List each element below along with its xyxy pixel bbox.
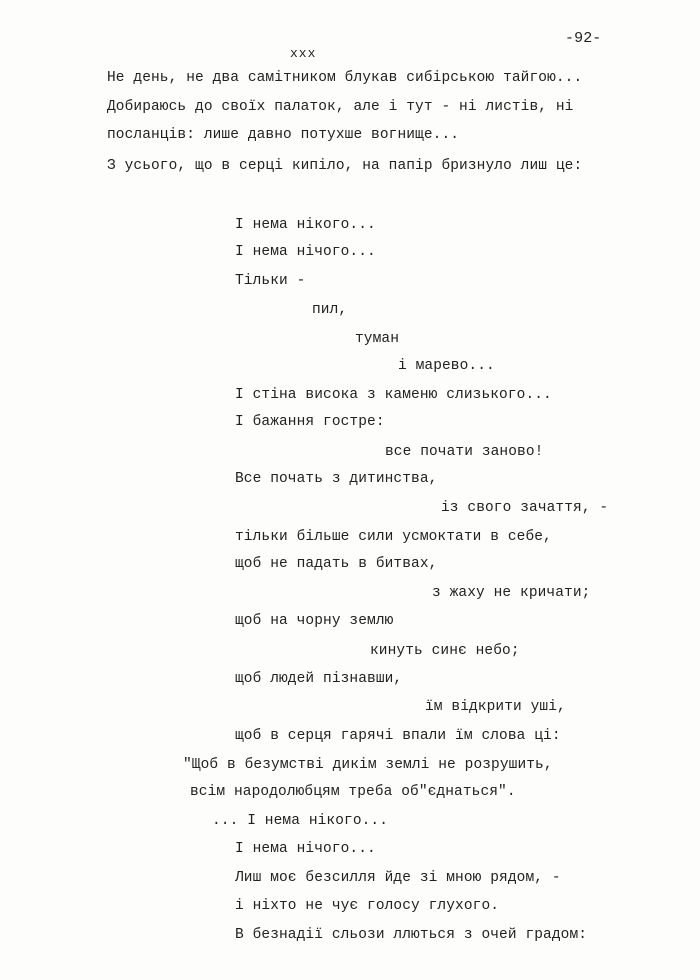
intro-line-2: Добираюсь до своїх палаток, але і тут - ні листів, ні	[107, 99, 574, 115]
intro-line-1: Не день, не два самітником блукав сибірською тайгою...	[107, 70, 583, 86]
poem-line-15: щоб на чорну землю	[235, 613, 394, 629]
poem-line-14: з жаху не кричати;	[432, 585, 591, 601]
poem-line-26: В безнадії сльози ллються з очей градом:	[235, 927, 588, 943]
poem-line-21: всім народолюбцям треба об"єднаться".	[190, 784, 516, 800]
poem-line-3: Тільки -	[235, 273, 306, 289]
poem-line-13: щоб не падать в битвах,	[235, 556, 438, 572]
poem-line-20: "Щоб в безумстві дикім землі не розрушить,	[183, 757, 553, 773]
poem-line-19: щоб в серця гарячі впали їм слова ці:	[235, 728, 561, 744]
poem-line-23: І нема нічого...	[235, 841, 376, 857]
poem-line-9: все почати заново!	[385, 444, 544, 460]
page-number: -92-	[565, 30, 602, 47]
poem-line-4: пил,	[312, 302, 348, 318]
intro-line-3: посланців: лише давно потухше вогнище...	[107, 127, 460, 143]
poem-line-6: і марево...	[398, 358, 495, 374]
poem-line-12: тільки більше сили усмоктати в себе,	[235, 529, 552, 545]
intro-line-4: З усього, що в серці кипіло, на папір бризнуло лиш це:	[107, 158, 583, 174]
poem-line-18: їм відкрити уші,	[425, 699, 566, 715]
poem-line-8: І бажання гостре:	[235, 414, 385, 430]
poem-line-16: кинуть синє небо;	[370, 643, 520, 659]
poem-line-10: Все почать з дитинства,	[235, 471, 438, 487]
poem-line-25: і ніхто не чує голосу глухого.	[235, 898, 500, 914]
poem-line-11: із свого зачаття, -	[441, 500, 609, 516]
poem-line-17: щоб людей пізнавши,	[235, 671, 403, 687]
section-mark: xxx	[290, 46, 317, 61]
poem-line-2: І нема нічого...	[235, 244, 376, 260]
poem-line-24: Лиш моє безсилля йде зі мною рядом, -	[235, 870, 561, 886]
poem-line-1: І нема нікого...	[235, 217, 376, 233]
poem-line-22: ... І нема нікого...	[212, 813, 389, 829]
poem-line-7: І стіна висока з каменю слизького...	[235, 387, 552, 403]
poem-line-5: туман	[355, 331, 400, 347]
